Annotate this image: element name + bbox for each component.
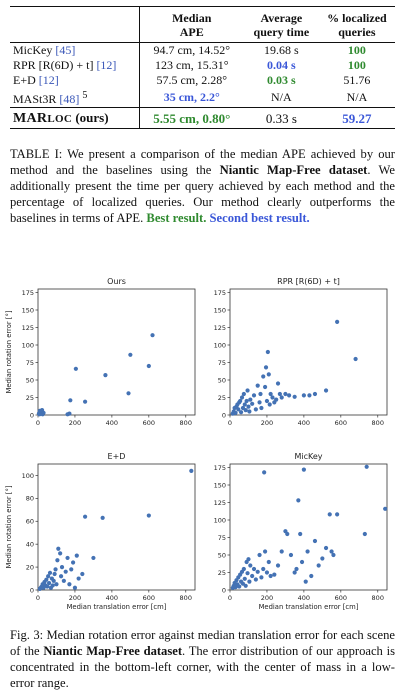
citation-link[interactable]: [12] <box>38 73 59 87</box>
data-point <box>274 398 278 402</box>
table-row <box>10 58 395 73</box>
data-point <box>259 575 263 579</box>
data-point <box>248 563 252 567</box>
x-tick-label: 400 <box>105 594 119 602</box>
data-point <box>365 465 369 469</box>
data-point <box>51 583 55 587</box>
data-point <box>324 388 328 392</box>
y-tick-label: 0 <box>221 411 226 420</box>
data-point <box>75 554 79 558</box>
header-pct-localized-line2: queries <box>338 25 376 39</box>
x-tick-label: 200 <box>260 419 274 427</box>
header-pct-localized-line1: % localized <box>327 11 387 25</box>
data-point <box>69 567 73 571</box>
data-point <box>296 498 300 502</box>
data-point <box>77 576 81 580</box>
data-point <box>309 574 313 578</box>
y-tick-label: 125 <box>213 498 226 507</box>
data-point <box>246 405 250 409</box>
y-tick-label: 0 <box>221 586 226 595</box>
data-point <box>302 468 306 472</box>
time-cell: 19.68 s <box>264 43 299 57</box>
data-point <box>313 392 317 396</box>
y-axis-label: Median rotation error [°] <box>5 310 13 394</box>
data-point <box>289 553 293 557</box>
table-caption <box>10 146 395 226</box>
data-point <box>258 392 262 396</box>
x-tick-label: 600 <box>334 594 348 602</box>
y-tick-label: 20 <box>25 563 34 572</box>
x-axis-label: Median translation error [cm] <box>258 603 359 611</box>
data-point <box>266 350 270 354</box>
dataset-name: Niantic Map-Free dataset <box>43 644 183 658</box>
data-point <box>328 512 332 516</box>
time-cell: 0.03 s <box>267 73 296 87</box>
data-point <box>294 567 298 571</box>
data-point <box>239 410 243 414</box>
data-point <box>246 557 250 561</box>
data-point <box>64 570 68 574</box>
y-tick-label: 100 <box>21 341 34 350</box>
data-point <box>245 571 249 575</box>
method-cell <box>10 88 139 108</box>
data-point <box>305 549 309 553</box>
data-point <box>280 395 284 399</box>
ours-method-name: MARLOC <box>13 110 73 126</box>
ape-cell: 57.5 cm, 2.28° <box>139 73 244 88</box>
header-avg-time-line2: query time <box>253 25 310 39</box>
plot-title: MicKey <box>294 452 323 461</box>
header-method <box>10 7 139 43</box>
data-point <box>60 565 64 569</box>
data-point <box>147 364 151 368</box>
data-point <box>53 572 57 576</box>
y-tick-label: 25 <box>25 393 34 402</box>
header-median-ape <box>139 7 244 43</box>
data-point <box>383 507 387 511</box>
second-best-legend: Second best result. <box>209 211 310 225</box>
ape-cell: 123 cm, 15.31° <box>139 58 244 73</box>
data-point <box>252 567 256 571</box>
x-tick-label: 800 <box>179 419 192 427</box>
y-tick-label: 25 <box>217 393 226 402</box>
method-name: MASt3R <box>13 92 57 106</box>
data-point <box>242 567 246 571</box>
data-point <box>242 392 246 396</box>
data-point <box>320 556 324 560</box>
data-point <box>363 532 367 536</box>
data-point <box>267 560 271 564</box>
data-point <box>261 374 265 378</box>
table-row <box>10 88 395 108</box>
data-point <box>245 388 249 392</box>
data-point <box>300 560 304 564</box>
data-point <box>48 571 52 575</box>
x-tick-label: 400 <box>297 594 311 602</box>
data-point <box>254 407 258 411</box>
x-tick-label: 400 <box>105 419 119 427</box>
ape-cell-ours: 5.55 cm, 0.80° <box>139 108 244 129</box>
data-point <box>263 549 267 553</box>
data-point <box>265 399 269 403</box>
x-tick-label: 600 <box>142 594 156 602</box>
data-point <box>150 333 154 337</box>
y-tick-label: 150 <box>213 306 226 315</box>
y-tick-label: 25 <box>217 568 226 577</box>
table-caption-text: TABLE I: We present a comparison of the median APE achieved by our method and the baselines using the <box>10 147 395 177</box>
data-point <box>248 398 252 402</box>
data-point <box>74 367 78 371</box>
data-point <box>254 577 258 581</box>
data-point <box>243 577 247 581</box>
data-point <box>53 567 57 571</box>
data-point <box>257 400 261 404</box>
figure-caption <box>10 627 395 691</box>
table-row-ours <box>10 108 395 129</box>
citation-link[interactable]: [45] <box>55 43 76 57</box>
plot-frame <box>230 464 387 590</box>
data-point <box>261 567 265 571</box>
data-point <box>283 392 287 396</box>
y-tick-label: 125 <box>213 323 226 332</box>
data-point <box>103 373 107 377</box>
data-point <box>354 357 358 361</box>
pct-cell: N/A <box>346 90 368 104</box>
method-name: MicKey <box>13 43 53 57</box>
data-point <box>47 581 51 585</box>
data-point <box>262 470 266 474</box>
results-table <box>10 6 395 129</box>
data-point <box>313 539 317 543</box>
y-tick-label: 125 <box>21 323 34 332</box>
data-point <box>67 582 71 586</box>
method-cell <box>10 58 139 73</box>
data-point <box>276 563 280 567</box>
y-tick-label: 0 <box>29 411 34 420</box>
data-point <box>68 398 72 402</box>
data-point <box>270 395 274 399</box>
x-tick-label: 800 <box>371 419 384 427</box>
data-point <box>71 560 75 564</box>
figure-caption-text: Fig. 3: Median rotation error against median translation error for each scene of the <box>10 628 395 658</box>
data-point <box>256 570 260 574</box>
method-cell <box>10 73 139 88</box>
data-point <box>317 563 321 567</box>
y-tick-label: 175 <box>213 463 226 472</box>
y-tick-label: 0 <box>29 586 34 595</box>
ours-suffix: (ours) <box>75 109 109 125</box>
x-tick-label: 800 <box>371 594 384 602</box>
y-tick-label: 40 <box>25 540 34 549</box>
header-median-ape-line2: APE <box>179 25 204 39</box>
data-point <box>147 513 151 517</box>
time-cell: 0.04 s <box>267 58 296 72</box>
ape-cell: 94.7 cm, 14.52° <box>139 43 244 59</box>
plot-frame <box>38 289 195 415</box>
data-point <box>335 320 339 324</box>
plot-title: E+D <box>107 452 126 461</box>
x-tick-label: 200 <box>68 594 82 602</box>
data-point <box>237 584 241 588</box>
y-tick-label: 175 <box>213 288 226 297</box>
x-tick-label: 200 <box>260 594 274 602</box>
data-point <box>250 574 254 578</box>
header-avg-time-line1: Average <box>260 11 303 25</box>
data-point <box>257 553 261 557</box>
data-point <box>55 558 59 562</box>
table-header-row <box>10 7 395 43</box>
data-point <box>65 556 69 560</box>
data-point <box>52 579 56 583</box>
data-point <box>267 372 271 376</box>
plot-frame <box>38 464 195 590</box>
data-point <box>263 385 267 389</box>
data-point <box>259 406 263 410</box>
data-point <box>307 393 311 397</box>
x-tick-label: 800 <box>179 594 192 602</box>
data-point <box>250 402 254 406</box>
x-axis-label: Median translation error [cm] <box>66 603 167 611</box>
data-point <box>285 532 289 536</box>
data-point <box>91 556 95 560</box>
data-point <box>67 412 71 416</box>
data-point <box>83 515 87 519</box>
y-tick-label: 75 <box>25 358 34 367</box>
data-point <box>244 408 248 412</box>
y-tick-label: 175 <box>21 288 34 297</box>
y-tick-label: 150 <box>213 481 226 490</box>
data-point <box>324 546 328 550</box>
citation-link[interactable]: [12] <box>96 58 117 72</box>
y-tick-label: 60 <box>25 517 34 526</box>
x-tick-label: 200 <box>68 419 82 427</box>
x-tick-label: 0 <box>35 419 41 427</box>
y-tick-label: 50 <box>217 551 226 560</box>
scatter-figure <box>0 260 405 622</box>
data-point <box>252 393 256 397</box>
table-row <box>10 73 395 88</box>
data-point <box>298 532 302 536</box>
data-point <box>62 579 66 583</box>
data-point <box>189 469 193 473</box>
y-tick-label: 50 <box>25 376 34 385</box>
y-axis-label: Median rotation error [°] <box>5 485 13 569</box>
data-point <box>276 381 280 385</box>
data-point <box>128 353 132 357</box>
y-tick-label: 100 <box>21 471 34 480</box>
data-point <box>247 409 251 413</box>
results-table-container <box>10 6 395 129</box>
best-result-legend: Best result. <box>146 211 207 225</box>
data-point <box>287 393 291 397</box>
data-point <box>247 580 251 584</box>
y-tick-label: 75 <box>217 358 226 367</box>
data-point <box>268 402 272 406</box>
y-tick-label: 80 <box>25 494 34 503</box>
data-point <box>101 516 105 520</box>
footnote-marker: 5 <box>82 90 88 101</box>
data-point <box>304 580 308 584</box>
dataset-name: Niantic Map-Free dataset <box>219 163 368 177</box>
table-row <box>10 43 395 59</box>
pct-cell: 51.76 <box>343 73 371 87</box>
figure-caption-text-cont: . The error distribution of our approach is concentrated in the bottom-left corner, with the center of mass in a low-error range. <box>10 644 395 690</box>
citation-link[interactable]: [48] <box>59 92 80 106</box>
data-point <box>54 582 58 586</box>
x-tick-label: 0 <box>35 594 41 602</box>
x-tick-label: 600 <box>334 419 348 427</box>
time-cell: N/A <box>271 90 292 104</box>
data-point <box>58 551 62 555</box>
plot-title: Ours <box>107 277 126 286</box>
time-cell-ours: 0.33 s <box>244 108 319 129</box>
pct-cell: 100 <box>347 43 366 57</box>
data-point <box>331 553 335 557</box>
header-avg-time <box>244 7 319 43</box>
x-tick-label: 600 <box>142 419 156 427</box>
pct-cell-ours: 59.27 <box>319 108 395 129</box>
data-point <box>264 365 268 369</box>
data-point <box>293 395 297 399</box>
data-point <box>245 399 249 403</box>
pct-cell: 100 <box>347 58 366 72</box>
data-point <box>265 570 269 574</box>
data-point <box>80 572 84 576</box>
data-point <box>40 408 44 412</box>
data-point <box>244 584 248 588</box>
data-point <box>302 393 306 397</box>
data-point <box>59 574 63 578</box>
data-point <box>73 586 77 590</box>
y-tick-label: 75 <box>217 533 226 542</box>
method-name: RPR [R(6D) + t] <box>13 58 94 72</box>
y-tick-label: 100 <box>213 341 226 350</box>
x-tick-label: 0 <box>227 594 233 602</box>
plot-title: RPR [R(6D) + t] <box>277 277 340 286</box>
data-point <box>335 512 339 516</box>
method-cell <box>10 43 139 59</box>
x-tick-label: 0 <box>227 419 233 427</box>
y-tick-label: 50 <box>217 376 226 385</box>
data-point <box>233 411 237 415</box>
table-caption-text-cont: . We additionally present the time per query achieved by each method and the percentage of localized queries. Our method clearly outperforms the baselines in terms of APE. <box>10 163 395 225</box>
y-tick-label: 100 <box>213 516 226 525</box>
data-point <box>272 573 276 577</box>
data-point <box>269 574 273 578</box>
data-point <box>56 547 60 551</box>
y-tick-label: 150 <box>21 306 34 315</box>
data-point <box>126 391 130 395</box>
x-tick-label: 400 <box>297 419 311 427</box>
method-cell-ours <box>10 108 139 129</box>
data-point <box>280 549 284 553</box>
data-point <box>256 384 260 388</box>
ape-cell: 35 cm, 2.2° <box>139 88 244 108</box>
header-median-ape-line1: Median <box>172 11 212 25</box>
header-pct-localized <box>319 7 395 43</box>
method-name: E+D <box>13 73 36 87</box>
data-point <box>83 400 87 404</box>
